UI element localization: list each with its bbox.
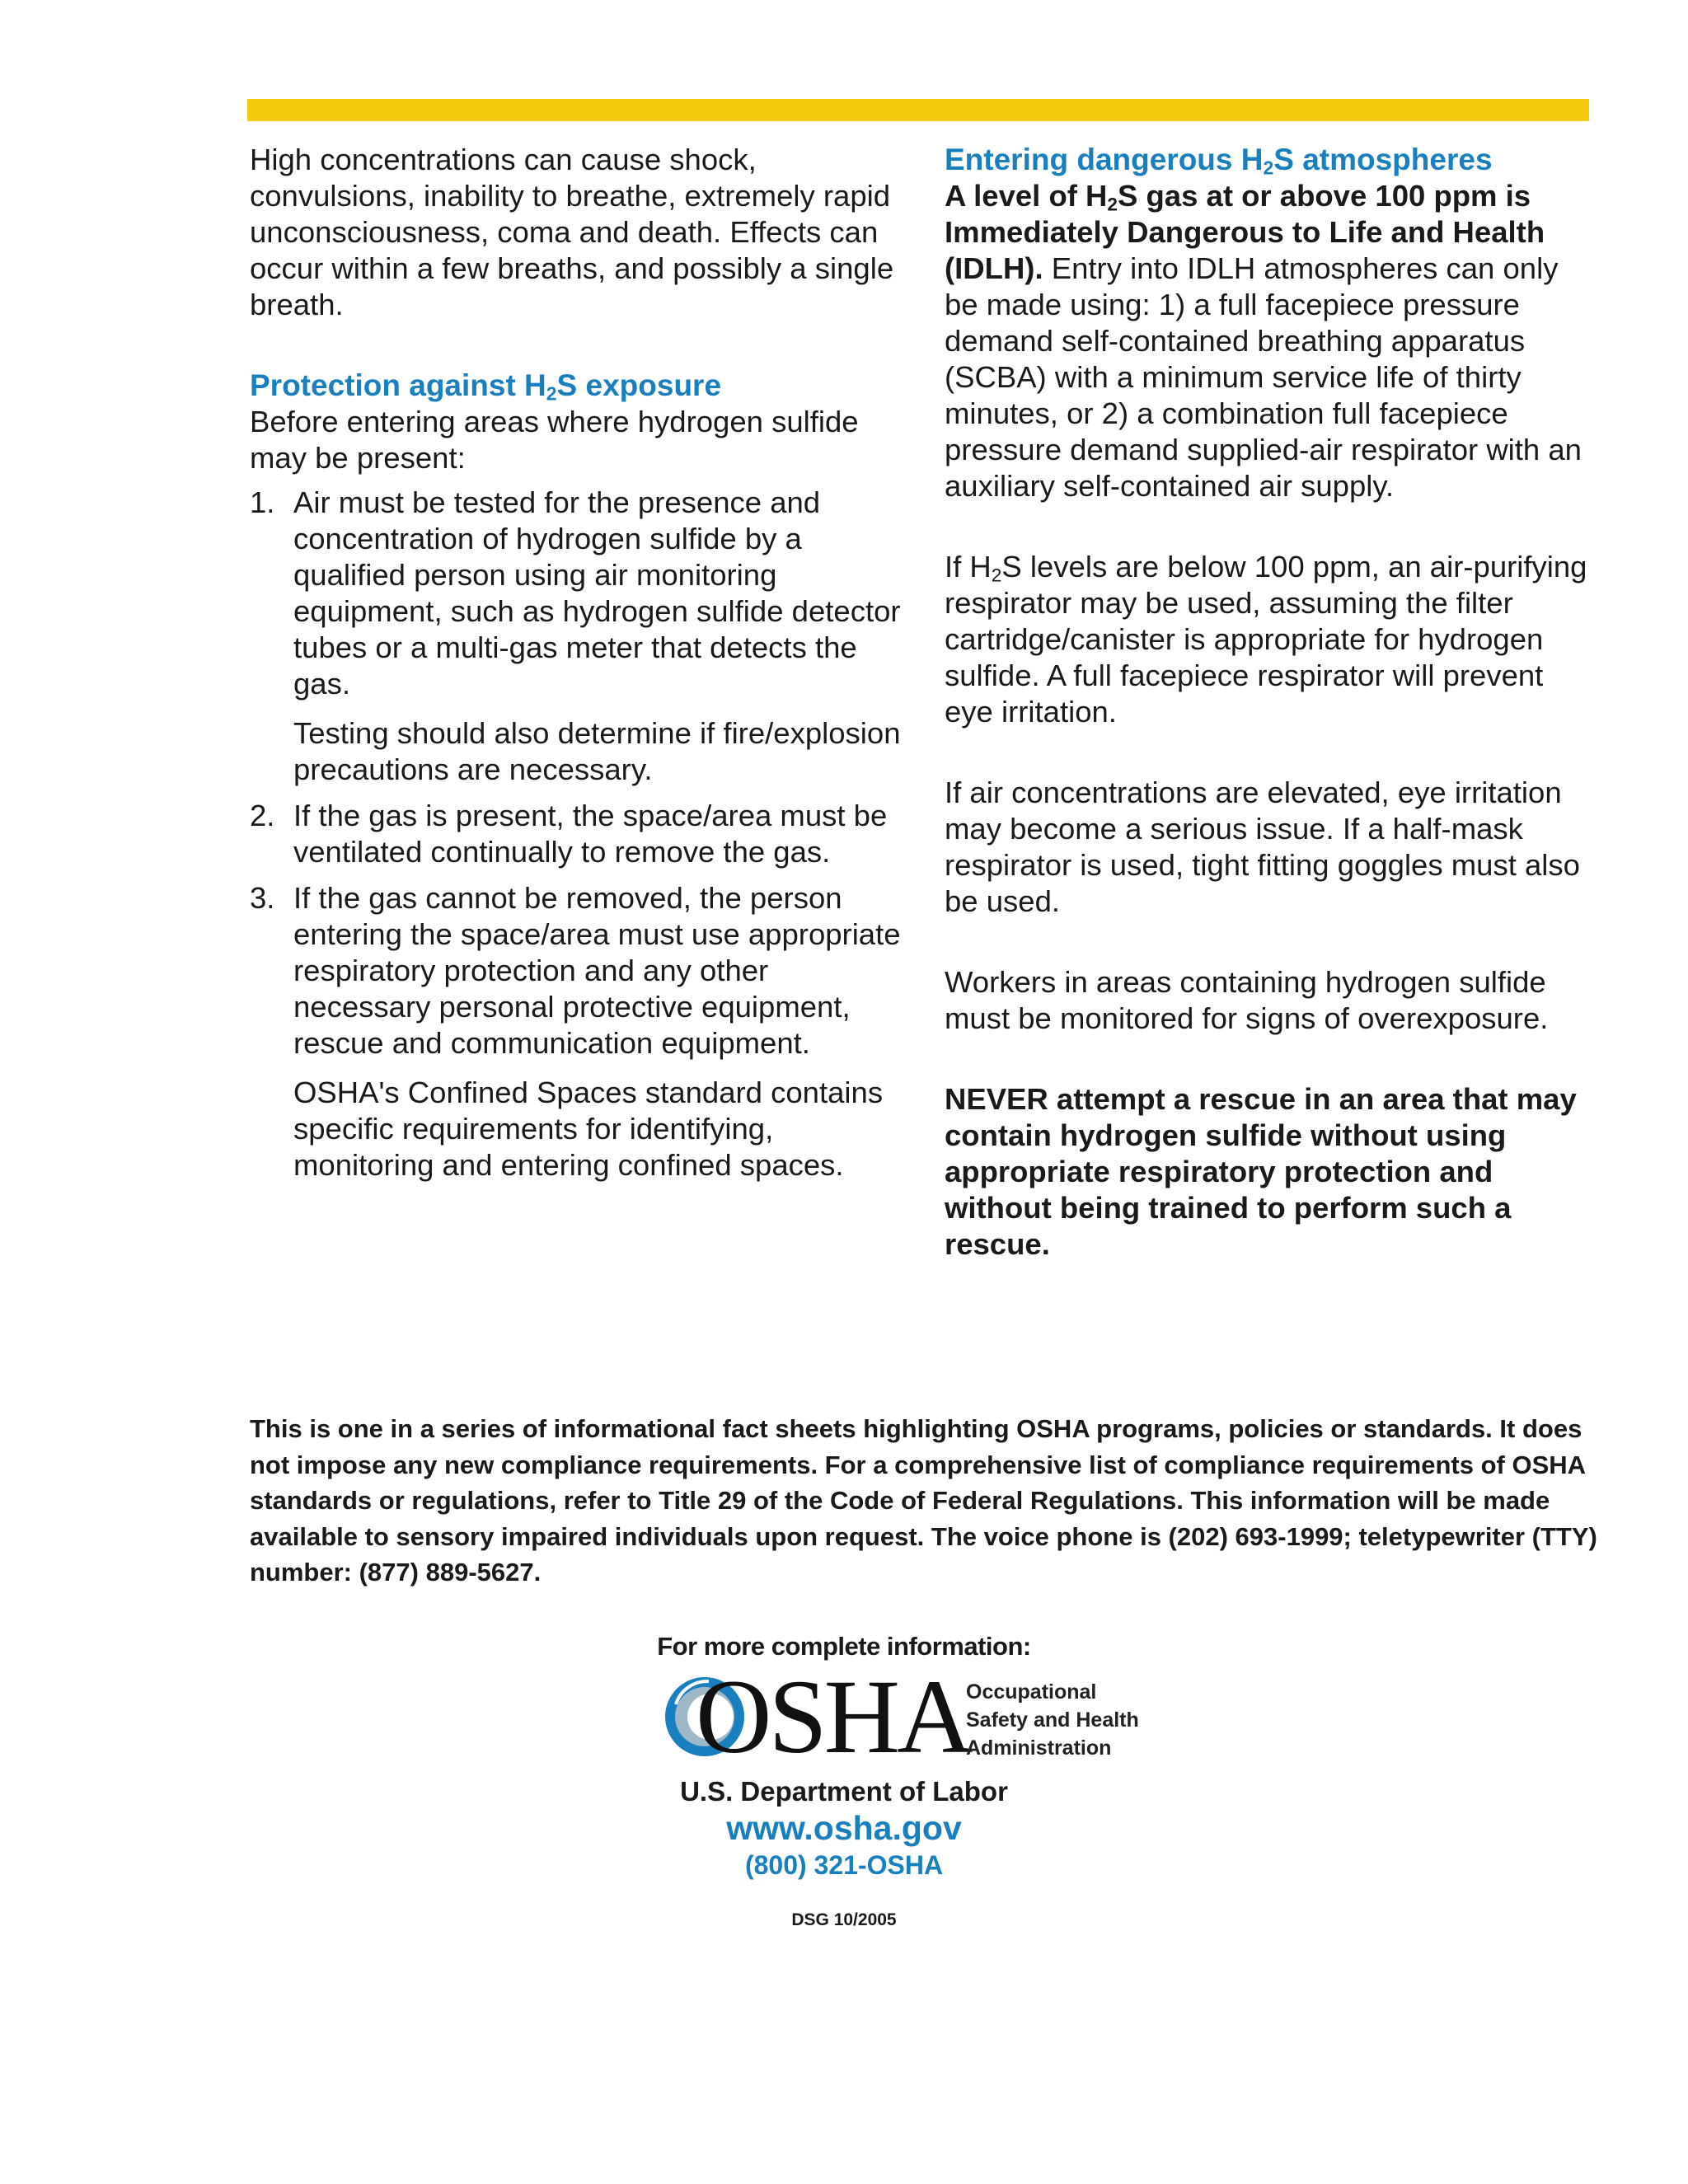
more-info-label: For more complete information: [657, 1632, 1031, 1661]
list-item: 1. Air must be tested for the presence and concentration of hydrogen sulfide by a qualified person using air monitoring equipment, such as hydrogen sulfide detector tubes or a multi-gas meter that detects the gas. Testing should also determine if fire/explosion precautions are necessary. [250, 485, 909, 788]
eye-irritation-paragraph: If air concentrations are elevated, eye irritation may become a serious issue. If a half-mask respirator is used, tight fitting goggles must also be used. [945, 776, 1580, 918]
protection-intro: Before entering areas where hydrogen sulfide may be present: [250, 405, 859, 475]
right-column [945, 142, 1589, 1263]
disclaimer-paragraph: This is one in a series of informational fact sheets highlighting OSHA programs, policies or standards. It does not impose any new compliance requirements. For a comprehensive list of compliance requirements of OSHA standards or regulations, refer to Title 29 of the Code of Federal Regulations. This information will be made available to sensory impaired individuals upon request. The voice phone is (202) 693-1999; teletypewriter (TTY) number: (877) 889-5627. [250, 1414, 1597, 1586]
list-item: 3. If the gas cannot be removed, the person entering the space/area must use appropriate respiratory protection and any other necessary personal protective equipment, rescue and communication equipment. OSHA's Confined Spaces standard contains specific requirements for identifying, monitoring and entering confined spaces. [250, 880, 909, 1183]
osha-wordmark: OSHA [696, 1658, 970, 1775]
list-item-note: Testing should also determine if fire/explosion precautions are necessary. [293, 716, 901, 786]
yellow-accent-bar [247, 99, 1589, 121]
osha-agency-name: Occupational Safety and Health Administration [966, 1680, 1139, 1760]
below-100-paragraph: If $H_2S$ levels are below 100 ppm, an air-purifying respirator may be used, assuming the filter cartridge/canister is appropriate for hydrogen sulfide. A full facepiece respirator will prevent eye irritation. [945, 550, 1587, 729]
list-item-note: OSHA's Confined Spaces standard contains specific requirements for identifying, monitoring and entering confined spaces. [293, 1076, 884, 1182]
monitoring-paragraph: Workers in areas containing hydrogen sulfide must be monitored for signs of overexposure. [945, 965, 1549, 1035]
protection-heading: Protection against $H_2S$ exposure [250, 368, 722, 405]
website-link[interactable]: www.osha.gov [726, 1809, 962, 1847]
osha-logo [659, 1658, 1187, 1775]
never-rescue-warning: NEVER attempt a rescue in an area that may contain hydrogen sulfide without using appropriate respiratory protection and without being trained to perform such a rescue. [945, 1082, 1577, 1261]
idlh-paragraph: A level of $H_2S$ gas at or above 100 ppm is Immediately Dangerous to Life and Health (IDLH). Entry into IDLH atmospheres can only be made using: 1) a full facepiece pressure demand self-contained breathing apparatus (SCBA) with a minimum service life of thirty minutes, or 2) a combination full facepiece pressure demand supplied-air respirator with an auxiliary self-contained air supply. [945, 179, 1582, 503]
list-item: 2. If the gas is present, the space/area must be ventilated continually to remove the gas. [250, 799, 888, 869]
idlh-heading: Entering dangerous $H_2S$ atmospheres [945, 143, 1493, 179]
department-label: U.S. Department of Labor [680, 1776, 1008, 1807]
phone-number: (800) 321-OSHA [744, 1850, 944, 1880]
left-column [250, 142, 909, 1193]
document-code: DSG 10/2005 [791, 1910, 897, 1929]
intro-paragraph: High concentrations can cause shock, convulsions, inability to breathe, extremely rapid unconsciousness, coma and death. Effects can occur within a few breaths, and possibly a single breath. [250, 143, 894, 321]
protection-steps-list [250, 485, 909, 1183]
